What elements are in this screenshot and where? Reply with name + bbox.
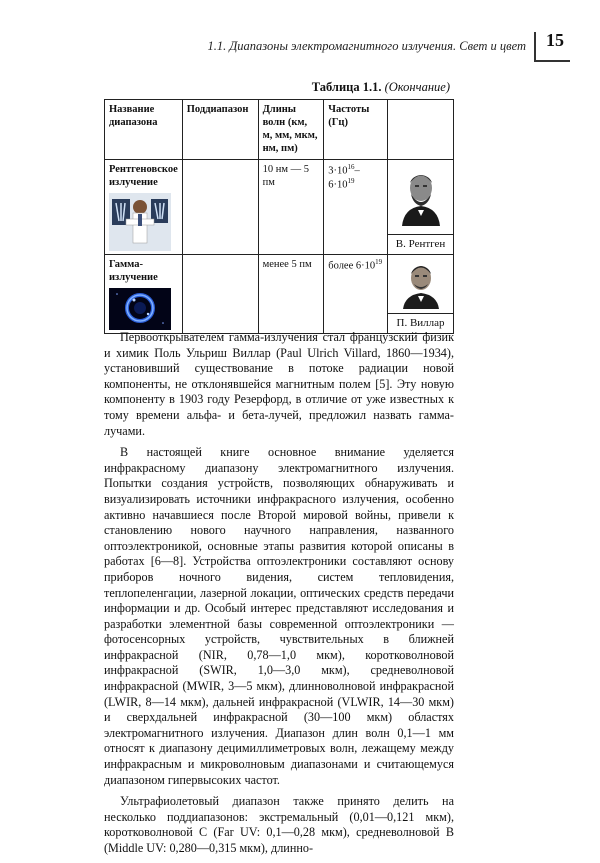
table-header-row bbox=[105, 100, 454, 160]
frequency-exponent: 19 bbox=[347, 177, 355, 186]
gamma-burst-image bbox=[109, 288, 171, 330]
frequency-exponent: 19 bbox=[375, 257, 383, 266]
cell-portrait bbox=[388, 159, 454, 254]
table-caption-note: (Окончание) bbox=[384, 80, 450, 94]
table-caption-number: Таблица 1.1. bbox=[311, 80, 382, 94]
table-row bbox=[105, 159, 454, 254]
paragraph: Ультрафиолетовый диапазон также принято делить на несколько поддиапазонов: экстремальный (0,01—0,121 мкм), коротковолновой C (Far UV: 0,1—0,28 мкм), средневолновой B (Middle UV: 0,280—0,315 мкм), длинно- bbox=[104, 794, 454, 855]
frequency-base: 3·10 bbox=[328, 165, 348, 176]
table-row bbox=[105, 254, 454, 333]
cell-frequency bbox=[324, 254, 388, 333]
header-range-name: Название диапазона bbox=[105, 100, 183, 160]
cell-range-name bbox=[105, 159, 183, 254]
frequency-base: более 6·10 bbox=[328, 260, 376, 272]
header-portrait bbox=[388, 100, 454, 160]
running-title: 1.1. Диапазоны электромагнитного излучения. Свет и цвет bbox=[207, 39, 526, 53]
body-text bbox=[104, 330, 454, 863]
scientist-caption: П. Виллар bbox=[388, 313, 453, 333]
roentgen-portrait bbox=[396, 166, 446, 226]
page-number: 15 bbox=[546, 30, 564, 50]
header-frequency: Частоты (Гц) bbox=[324, 100, 388, 160]
header-wavelength: Длины волн (км, м, мм, мкм, нм, пм) bbox=[258, 100, 324, 160]
spectrum-table bbox=[104, 99, 454, 334]
cell-range-name bbox=[105, 254, 183, 333]
paragraph: Первооткрывателем гамма-излучения стал французский физик и химик Поль Ульриш Виллар (Paul Ulrich Villard, 1860—1934), установивший существование в потоке радиации новой компоненты, не отклонявшейся магнитным полем [5]. Эту новую компоненту в 1903 году Резерфорд, в отличие от уже известных к тому времени альфа- и бета-лучей, предложил назвать гамма-лучами. bbox=[104, 330, 454, 438]
scientist-caption: В. Рентген bbox=[388, 234, 453, 254]
table-caption bbox=[290, 80, 450, 95]
cell-subrange bbox=[182, 254, 258, 333]
cell-wavelength: менее 5 пм bbox=[258, 254, 324, 333]
villard-portrait bbox=[399, 259, 443, 309]
frequency-exponent: 16 bbox=[347, 162, 355, 171]
cell-subrange bbox=[182, 159, 258, 254]
range-name-gamma: Гамма-излучение bbox=[109, 258, 158, 283]
running-header bbox=[190, 30, 570, 58]
header-subrange: Поддиапазон bbox=[182, 100, 258, 160]
paragraph: В настоящей книге основное внимание уделяется инфракрасному диапазону электромагнитного излучения. Попытки создания устройств, позволяющих обнаруживать и визуализировать источники инфракрасного излучения, особенно активно начавшиеся после Второй мировой войны, привели к становлению нового научного направления, названного оптоэлектроникой, основные этапы развития которой описаны в работах [6—8]. Устройства оптоэлектроники составляют основу приборов ночного видения, систем тепловидения, теплопеленгации, лазерной локации, оптических средств передачи информации и др. Особый интерес представляют исследования и разработки элементной базы современной оптоэлектроники — фотосенсорных устройств, чувствительных в ближней инфракрасной (NIR, 0,78—1,0 мкм), коротковолновой инфракрасной (SWIR, 1,0—3,0 мкм), средневолновой инфракрасной (MWIR, 3—5 мкм), длинноволновой инфракрасной (LWIR, 8—14 мкм), дальней инфракрасной (VLWIR, 14—30 мкм) и сверхдальней инфракрасной (30—100 мкм) областях электромагнитного излучения. Диапазон длин волн 0,1—1 мм относят к диапазону децимиллиметровых волн, лежащему между инфракрасным и микроволновым диапазонами и считающемуся диапазоном гипервысоких частот. bbox=[104, 445, 454, 787]
xray-physician-image bbox=[109, 193, 171, 251]
frequency-separator: –6·10 bbox=[328, 165, 360, 191]
cell-portrait bbox=[388, 254, 454, 333]
cell-frequency bbox=[324, 159, 388, 254]
cell-wavelength: 10 нм — 5 пм bbox=[258, 159, 324, 254]
range-name-xray: Рентгеновское излучение bbox=[109, 163, 178, 188]
